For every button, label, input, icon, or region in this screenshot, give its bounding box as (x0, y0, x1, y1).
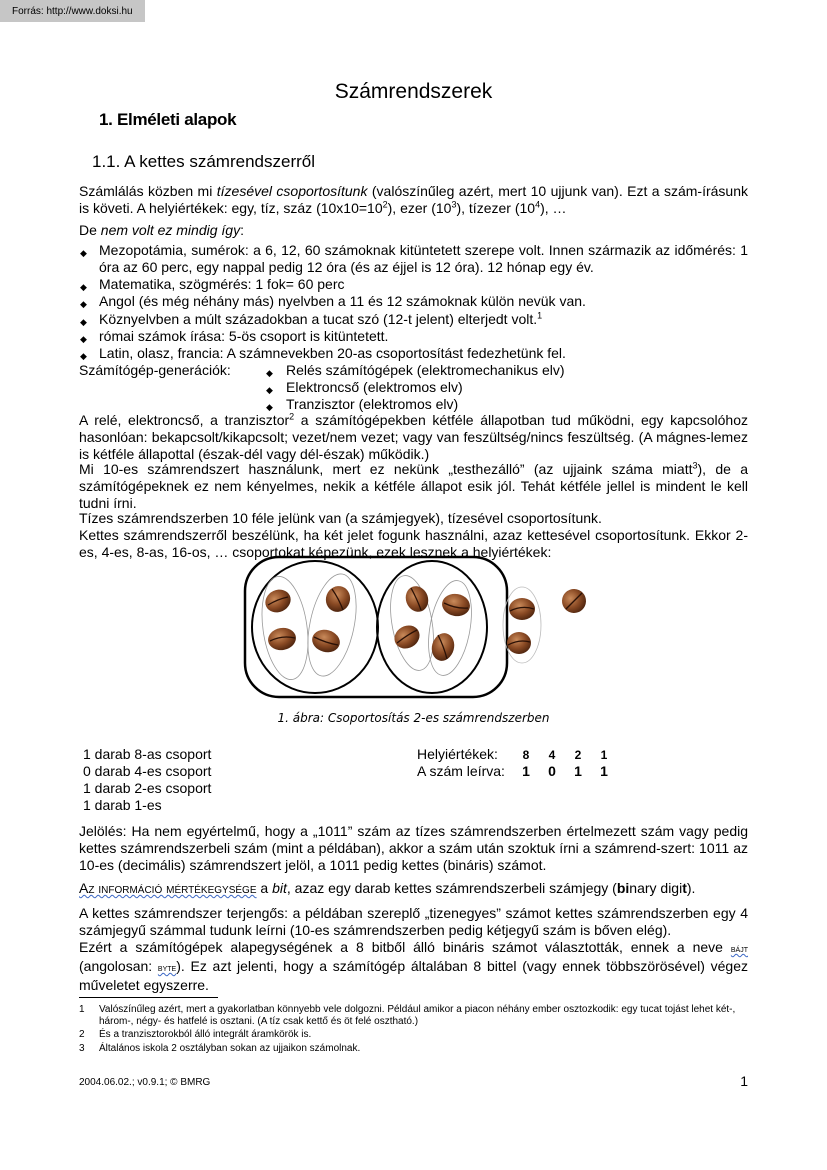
written-number-row (417, 763, 617, 780)
paragraph-relay: A relé, elektroncső, a tranzisztor$^2$ a számítógépekben kétféle állapotban tud működni, egy kapcsolóhoz hasonlóan: bekapcsolt/kikapcsolt; vezet/nem vezet; vagy van feszültség/nincs feszültség. (A mágnes-lemez is kétféle állapottal (észak-dél vagy dél-észak) működik.) (79, 411, 749, 462)
list-item: ◆ Köznyelvben a múlt századokban a tucat szó (12-t jelent) elterjedt volt.$^1$ (80, 310, 543, 327)
footnote: 1 Valószínűleg azért, mert a gyakorlatban könnyebb vele dolgozni. Például amikor a piacon néhány ember osztozkodik: egy tucat tojást lehet két-, három-, négy- és hatfelé is osztani. (A tíz csak kettő és öt felé osztható.) (79, 1004, 736, 1027)
footnote-separator (79, 997, 218, 998)
binary-digit: 0 (548, 763, 556, 779)
grouping-figure (240, 553, 600, 703)
term-information-unit: Az információ mértékegysége (79, 880, 257, 896)
paragraph-ten-symbols: Tízes számrendszerben 10 féle jelünk van (a számjegyek), tízesével csoportosítunk. (79, 510, 602, 526)
group-2-outline (422, 577, 478, 678)
page-number: 1 (740, 1073, 748, 1089)
coffee-bean (559, 586, 590, 617)
paragraph-bit: Az információ mértékegysége a bit, azaz egy darab kettes számrendszerbeli számjegy (binary digit). (79, 880, 696, 896)
coffee-bean (402, 583, 432, 615)
paragraph-decimal: Mi 10-es számrendszert használunk, mert ez nekünk „testhezálló” (az ujjaink száma miatt$^3$), de a számítógépeknek ez nem kényelmes, nekik a kétféle állapot esik jól. Tehát kétféle jellel is mindent le kell tudni írni. (79, 460, 748, 511)
footer-version: 2004.06.02.; v0.9.1; © BMRG (79, 1077, 211, 1088)
place-value: 4 (548, 748, 556, 762)
list-item: ◆ Angol (és még néhány más) nyelvben a 11 és 12 számoknak külön nevük van. (80, 293, 586, 309)
paragraph-binary-groups: Kettes számrendszerről beszélünk, ha két jelet fogunk használni, azaz kettesével csoportosítunk. Ekkor 2-es, 4-es, 8-as, 16-os, … csoportokat képezünk, ezek lesznek a helyiértékek: (79, 527, 748, 560)
coffee-bean (322, 583, 353, 616)
group-2-outline (300, 570, 365, 681)
list-item: 1 darab 8-as csoport (83, 746, 212, 762)
coffee-bean (262, 586, 295, 617)
paragraph-byte: Ezért a számítógépek alapegységének a 8 bitből álló bináris számot választották, ennek a neve bájt (angolosan: byte). Ez azt jelenti, hogy a számítógép általában 8 bittel (vagy ennek többszörösével) végez műveletet egyszerre. (79, 939, 748, 993)
term-byte-english: byte (157, 963, 177, 974)
place-value: 2 (574, 748, 582, 762)
place-values-row (417, 746, 617, 764)
paragraph-notation: Jelölés: Ha nem egyértelmű, hogy a „1011” szám az tízes számrendszerben értelmezett szám vagy pedig kettes számrendszerbeli szám (mint a példában), akkor a szám után szoktuk írni a számrend-szert: 1011 az 10-es (decimális) számrendszert jelöl, a 1011 pedig kettes (bináris) számot. (79, 823, 748, 873)
source-banner: Forrás: http://www.doksi.hu (0, 0, 145, 22)
place-value: 1 (600, 748, 608, 762)
generations-label: Számítógép-generációk: (79, 362, 231, 378)
place-values-label: Helyiértékek: (417, 746, 498, 762)
place-value: 8 (522, 748, 530, 762)
paragraph-intro: Számlálás közben mi tízesével csoportosítunk (valószínűleg azért, mert 10 ujjunk van). Ezt a szám-írásunk is követi. A helyiértékek: egy, tíz, száz $(10x10=10^2)$, ezer $(10^3)$, tízezer $(10^4)$, … (79, 183, 749, 216)
section-heading: 1. Elméleti alapok (99, 110, 237, 129)
coffee-bean (440, 592, 471, 619)
coffee-bean (507, 632, 531, 654)
list-item: ◆ Matematika, szögmérés: 1 fok= 60 perc (80, 276, 345, 292)
term-byte: bájt (730, 944, 748, 955)
coffee-bean (266, 626, 297, 653)
list-item: ◆ Latin, olasz, francia: A számnevekben 20-as csoportosítást fedezhetünk fel. (80, 345, 566, 361)
list-item: ◆ római számok írása: 5-ös csoport is kitüntetett. (80, 328, 389, 344)
subsection-heading: 1.1. A kettes számrendszerről (92, 152, 315, 171)
coffee-bean (390, 621, 424, 653)
paragraph-verbose: A kettes számrendszer terjengős: a példában szereplő „tizenegyes” számot kettes számrendszerben egy 4 számjegyű számmal tudunk leírni (10-es számrendszerben pedig kétjegyű szám is bőven elég). (79, 905, 748, 938)
binary-digit: 1 (574, 763, 582, 779)
coffee-bean (509, 598, 535, 620)
groups-list (83, 746, 211, 814)
coffee-bean (310, 627, 343, 655)
list-item: 0 darab 4-es csoport (83, 763, 212, 779)
binary-digit: 1 (522, 763, 530, 779)
paragraph-not-always: De nem volt ez mindig így: (79, 222, 244, 238)
list-item: 1 darab 1-es (83, 797, 162, 813)
list-item: 1 darab 2-es csoport (83, 780, 212, 796)
written-number-label: A szám leírva: (417, 763, 505, 779)
binary-digit: 1 (600, 763, 608, 779)
footnote: 2 És a tranzisztorokból álló integrált áramkörök is. (79, 1029, 312, 1040)
figure-caption: 1. ábra: Csoportosítás 2-es számrendszerben (277, 711, 550, 725)
footnote: 3 Általános iskola 2 osztályban sokan az ujjaikon számolnak. (79, 1043, 361, 1054)
page-title: Számrendszerek (334, 80, 493, 103)
list-item: ◆ Mezopotámia, sumérok: a 6, 12, 60 számoknak kitüntetett szerepe volt. Innen származik az időmérés: 1 óra az 60 perc, egy nappal pedig 12 óra (és az éjjel is 12 óra). 12 hónap egy év. (80, 242, 748, 275)
